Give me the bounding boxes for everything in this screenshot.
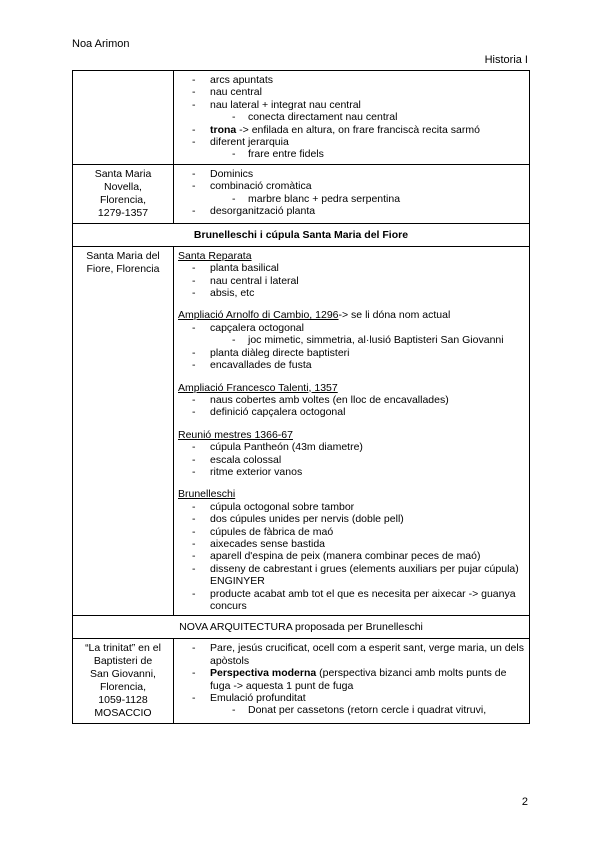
item-text: Reunió mestres 1366-67	[178, 428, 293, 441]
item-text: Ampliació Francesco Talenti, 1357	[178, 381, 338, 394]
item-text: naus cobertes amb voltes (en lloc de encavallades)	[210, 393, 449, 406]
topic-line: Baptisteri de	[93, 655, 153, 668]
item-text: ritme exterior vanos	[210, 465, 303, 478]
topic-line: “La trinitat” en el	[85, 642, 161, 655]
item-text: aparell d'espina de peix (manera combinar peces de maó)	[210, 550, 481, 563]
item-text: Emulació profunditat	[210, 692, 306, 705]
course-name: Historia I	[484, 54, 528, 66]
notes-cell	[174, 71, 530, 165]
bullet-item	[178, 168, 525, 180]
item-text: cúpula Pantheón (43m diametre)	[210, 441, 363, 454]
spacer	[178, 478, 525, 488]
item-text: Ampliació Arnolfo di Cambio, 1296	[178, 309, 339, 322]
spacer	[178, 419, 525, 429]
item-text: definició capçalera octogonal	[210, 406, 346, 419]
bold-term: Perspectiva moderna	[210, 667, 317, 680]
item-text: planta basilical	[210, 262, 279, 275]
item-text: frare entre fidels	[248, 148, 324, 161]
topic-line: 1059-1128	[98, 694, 148, 707]
bullet-item	[178, 193, 525, 205]
bullet-item	[178, 501, 525, 513]
topic-line: Florencia,	[99, 193, 147, 206]
author-name: Noa Arimon	[72, 38, 130, 50]
bullet-item	[178, 322, 525, 334]
bullet-item	[178, 359, 525, 371]
item-text: conecta directament nau central	[248, 111, 398, 124]
bullet-item	[178, 704, 525, 716]
item-text: Pare, jesús crucificat, ocell com a esperit sant, verge maria, un dels apòstols	[210, 642, 524, 667]
topic-cell	[73, 164, 174, 223]
bullet-item	[178, 667, 525, 692]
bullet-item	[178, 86, 525, 98]
item-text: encavallades de fusta	[210, 359, 312, 372]
topic-cell	[73, 71, 174, 165]
item-text: absis, etc	[210, 287, 255, 300]
item-text: marbre blanc + pedra serpentina	[248, 192, 401, 205]
item-text: dos cúpules unides per nervis (doble pell)	[210, 513, 404, 526]
page-number: 2	[521, 796, 528, 808]
item-text: cúpules de fàbrica de maó	[210, 525, 334, 538]
subheading	[178, 309, 525, 321]
notes-cell	[174, 639, 530, 724]
bold-term: trona	[210, 123, 237, 136]
item-text: diferent jerarquia	[210, 136, 289, 149]
item-text: producte acabat amb tot el que es necesita per aixecar -> guanya concurs	[210, 587, 516, 612]
item-text: nau lateral + integrat nau central	[210, 98, 361, 111]
item-text: planta diàleg directe baptisteri	[210, 346, 350, 359]
item-text: disseny de cabrestant i grues (elements auxiliars per pujar cúpula) ENGINYER	[210, 562, 519, 588]
topic-line: MOSACCIO	[94, 707, 152, 720]
bullet-item	[178, 148, 525, 160]
item-text: Donat per cassetons (retorn cercle i quadrat vitruvi,	[248, 704, 487, 717]
item-text: desorganització planta	[210, 205, 316, 218]
topic-line: Florencia,	[99, 681, 147, 694]
subheading	[178, 250, 525, 262]
item-text: aixecades sense bastida	[210, 537, 325, 550]
table-row	[73, 71, 530, 165]
notes-table	[72, 70, 530, 724]
bullet-item	[178, 441, 525, 453]
table-row	[73, 639, 530, 724]
item-text: nau central	[210, 86, 262, 99]
subheading	[178, 429, 525, 441]
item-text: escala colossal	[210, 453, 282, 466]
item-text: nau central i lateral	[210, 274, 299, 287]
section-heading: NOVA ARQUITECTURA proposada per Brunelleschi	[73, 616, 530, 639]
item-text: (perspectiva bizanci amb molts punts de fuga -> aquesta 1 punt de fuga	[210, 667, 507, 692]
bullet-item	[178, 334, 525, 346]
topic-line: Santa Maria	[94, 167, 152, 180]
topic-line: Santa Maria del	[86, 249, 160, 262]
bullet-item	[178, 466, 525, 478]
bullet-item	[178, 588, 525, 613]
item-text: combinació cromàtica	[210, 180, 312, 193]
bullet-item	[178, 513, 525, 525]
notes-cell	[174, 246, 530, 616]
bullet-item	[178, 406, 525, 418]
bullet-item	[178, 394, 525, 406]
bullet-item	[178, 111, 525, 123]
spacer	[178, 299, 525, 309]
topic-line: Novella,	[104, 180, 142, 193]
table-row	[73, 246, 530, 616]
bullet-item	[178, 124, 525, 136]
item-text: Brunelleschi	[178, 488, 236, 501]
topic-line: Fiore, Florencia	[86, 262, 160, 275]
item-text: capçalera octogonal	[210, 321, 304, 334]
bullet-item	[178, 563, 525, 588]
bullet-item	[178, 205, 525, 217]
notes-cell	[174, 164, 530, 223]
item-suffix: -> se li dóna nom actual	[338, 309, 451, 322]
item-text: Santa Reparata	[178, 249, 252, 262]
bullet-item	[178, 275, 525, 287]
topic-cell	[73, 639, 174, 724]
section-heading: Brunelleschi i cúpula Santa Maria del Fiore	[73, 223, 530, 246]
topic-line: 1279-1357	[97, 206, 149, 219]
item-text: -> enfilada en altura, on frare franciscà recita sarmó	[236, 123, 480, 136]
bullet-item	[178, 262, 525, 274]
bullet-item	[178, 287, 525, 299]
table-row	[73, 616, 530, 639]
bullet-item	[178, 74, 525, 86]
item-text: joc mimetic, simmetria, al·lusió Baptisteri San Giovanni	[248, 334, 504, 347]
table-row	[73, 223, 530, 246]
bullet-item	[178, 526, 525, 538]
bullet-item	[178, 642, 525, 667]
bullet-item	[178, 550, 525, 562]
item-text: Dominics	[210, 167, 254, 180]
subheading	[178, 488, 525, 500]
bullet-item	[178, 136, 525, 148]
item-text: cúpula octogonal sobre tambor	[210, 500, 355, 513]
subheading	[178, 382, 525, 394]
bullet-item	[178, 454, 525, 466]
spacer	[178, 372, 525, 382]
topic-line: San Giovanni,	[90, 668, 156, 681]
topic-cell	[73, 246, 174, 616]
table-row	[73, 164, 530, 223]
bullet-item	[178, 692, 525, 704]
item-text: arcs apuntats	[210, 74, 274, 86]
bullet-item	[178, 538, 525, 550]
bullet-item	[178, 99, 525, 111]
bullet-item	[178, 180, 525, 192]
bullet-item	[178, 347, 525, 359]
